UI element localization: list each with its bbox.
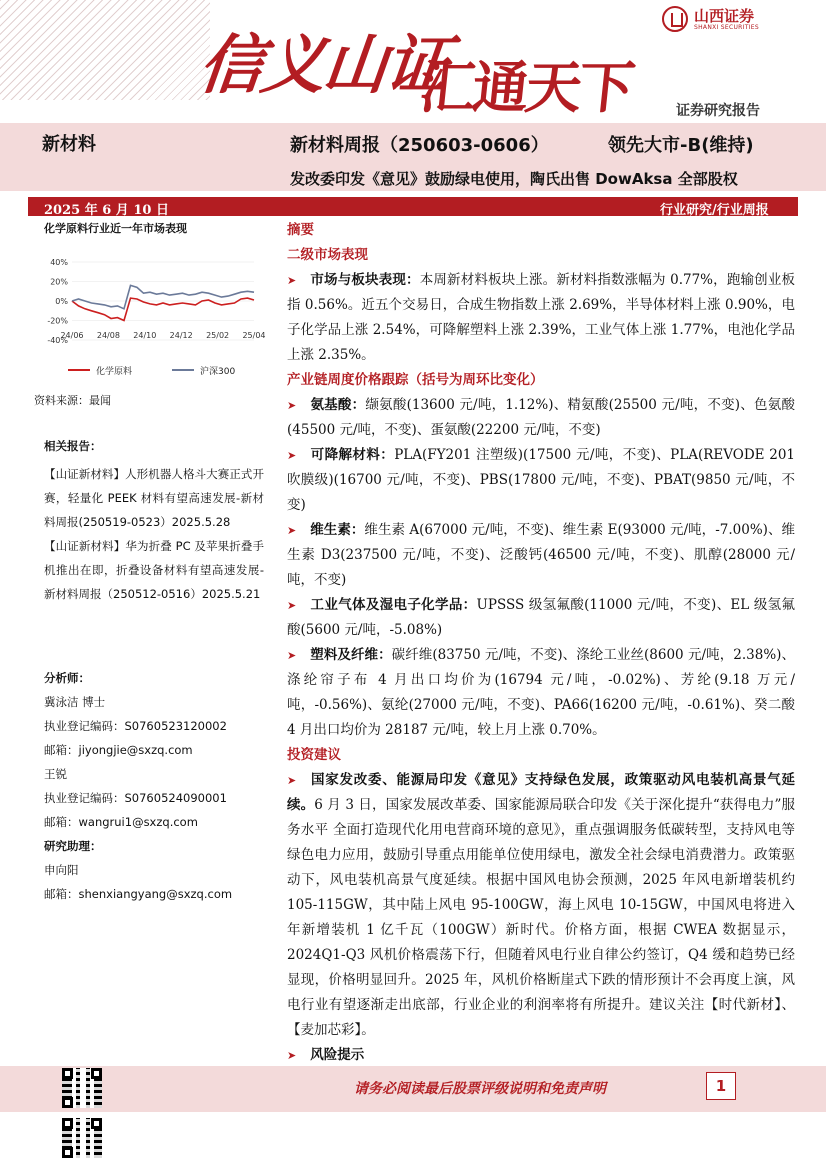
- related-heading: 相关报告：: [44, 439, 102, 453]
- y-tick-label: 20%: [50, 277, 68, 287]
- brand-mark-icon: [662, 6, 688, 32]
- x-tick-label: 24/06: [60, 331, 84, 340]
- chart-source: 资料来源：最闻: [34, 394, 111, 407]
- qr-code-icon: [62, 1068, 102, 1108]
- legend-label: 沪深300: [200, 367, 236, 377]
- x-tick-label: 24/08: [96, 331, 120, 340]
- analysts: [44, 666, 264, 906]
- main-content: [287, 218, 795, 1068]
- invest-label: 国家发改委、能源局印发《意见》支持绿色发展，政策驱动风电装机高景气延续。: [287, 772, 795, 813]
- analyst-reg: 执业登记编码：S0760524090001: [44, 791, 227, 805]
- disclaimer[interactable]: 请务必阅读最后股票评级说明和免责声明: [354, 1081, 606, 1097]
- price-item-text: 维生素 A(67000 元/吨，不变)、维生素 E(93000 元/吨，-7.00%)、维生素 D3(237500 元/吨，不变)、泛酸钙(46500 元/吨，不变)、肌醇(28000 元/吨，不变): [287, 522, 796, 588]
- series-line-1: [72, 285, 254, 308]
- brand-logo: [662, 6, 759, 32]
- analyst-name: 王锐: [44, 767, 67, 781]
- x-tick-label: 25/02: [206, 331, 230, 340]
- y-tick-label: 40%: [50, 258, 68, 267]
- chart-heading: 化学原料行业近一年市场表现: [44, 222, 187, 235]
- price-item-label: 可降解材料：: [310, 447, 395, 463]
- report-type: 证券研究报告: [676, 103, 760, 119]
- risk-label: 风险提示: [310, 1047, 365, 1063]
- y-tick-label: 0%: [55, 297, 68, 306]
- y-tick-label: -20%: [47, 316, 68, 326]
- arrow-bullet-icon: ➤: [287, 599, 297, 612]
- qr-code-icon: [62, 1118, 102, 1158]
- report-date: 2025 年 6 月 10 日: [44, 203, 169, 218]
- arrow-bullet-icon: ➤: [287, 1049, 297, 1062]
- price-item: [287, 518, 795, 593]
- assistant-heading: 研究助理：: [44, 839, 102, 853]
- market-heading: 二级市场表现: [287, 247, 368, 263]
- price-item-text: PLA(FY201 注塑级)(17500 元/吨，不变)、PLA(REVODE 201 吹膜级)(16700 元/吨，不变)、PBS(17800 元/吨，不变)、PBAT(9850 元/吨，不变): [287, 447, 796, 513]
- sector-label: 新材料: [42, 134, 96, 155]
- price-item: [287, 593, 795, 643]
- legend-label: 化学原料: [96, 367, 133, 377]
- related-report-1[interactable]: 【山证新材料】人形机器人格斗大赛正式开赛，轻量化 PEEK 材料有望高速发展-新材料周报(250519-0523）2025.5.28: [44, 467, 264, 529]
- brand-name-cn: 山西证券: [694, 6, 755, 25]
- related-report-2[interactable]: 【山证新材料】华为折叠 PC 及苹果折叠手机推出在即，折叠设备材料有望高速发展-新材料周报（250512-0516）2025.5.21: [44, 539, 264, 601]
- arrow-bullet-icon: ➤: [287, 399, 297, 412]
- price-item-text: UPSSS 级氢氟酸(11000 元/吨，不变)、EL 级氢氟酸(5600 元/吨，-5.08%): [287, 597, 796, 638]
- arrow-bullet-icon: ➤: [287, 274, 297, 287]
- related-reports: [44, 434, 264, 606]
- brand-name-en: SHANXI SECURITIES: [694, 23, 759, 31]
- analyst-heading: 分析师：: [44, 671, 90, 685]
- market-label: 市场与板块表现：: [310, 272, 420, 288]
- risk-paragraph: [287, 1043, 795, 1068]
- arrow-bullet-icon: ➤: [287, 524, 297, 537]
- summary-heading: 摘要: [287, 222, 314, 238]
- y-tick-label: -40%: [47, 336, 68, 345]
- decorative-stripes: [0, 0, 210, 100]
- slogan-right: 汇通天下: [416, 56, 635, 121]
- price-item-label: 氨基酸：: [310, 397, 366, 413]
- invest-paragraph: [287, 768, 795, 1043]
- report-title: 新材料周报（250603-0606）: [290, 135, 549, 156]
- price-item-text: 缬氨酸(13600 元/吨，1.12%)、精氨酸(25500 元/吨，不变)、色氨酸(45500 元/吨，不变)、蛋氨酸(22200 元/吨，不变): [287, 397, 796, 438]
- rating-label: 领先大市-B(维持): [608, 135, 754, 156]
- invest-heading: 投资建议: [287, 747, 341, 763]
- arrow-bullet-icon: ➤: [287, 449, 297, 462]
- report-category: 行业研究/行业周报: [660, 203, 769, 218]
- report-subtitle: 发改委印发《意见》鼓励绿电使用，陶氏出售 DowAksa 全部股权: [290, 170, 738, 188]
- price-item-text: 碳纤维(83750 元/吨，不变)、涤纶工业丝(8600 元/吨，2.38%)、涤纶帘子布 4 月出口均价为(16794 元/吨，-0.02%)、芳纶(9.18 万元/吨，-0.56%)、氨纶(27000 元/吨，不变)、PA66(16200 元/吨，-0.61%)、癸二酸 4 月出口均价为 28187 元/吨，较上月上涨 0.70%。: [287, 647, 796, 738]
- market-chart-svg: [28, 236, 268, 386]
- price-item-label: 工业气体及湿电子化学品：: [310, 597, 477, 613]
- analyst-name: 冀泳洁 博士: [44, 695, 106, 709]
- invest-text: 6 月 3 日，国家发展改革委、国家能源局联合印发《关于深化提升“获得电力”服务水平 全面打造现代化用电营商环境的意见》，重点强调服务低碳转型，支持风电等绿色电力应用，鼓励引导重点用能单位使用绿电，激发全社会绿电消费潜力。政策驱动下，风电装机高景气度延续。根据中国风电协会预测，2025 年风电新增装机约 105-115GW，其中陆上风电 95-100GW，海上风电 10-15GW，中国风电将进入年新增装机 1 亿千瓦（100GW）新时代。价格方面，根据 CWEA 数据显示，2024Q1-Q3 风机价格震荡下行，但随着风电行业自律公约签订，Q4 缓和趋势已经显现，价格明显回升。2025 年，风机价格断崖式下跌的情形预计不会再度上演，风电行业有望逐渐走出底部，行业企业的利润率将有所提升。建议关注【时代新材】、【麦加芯彩】。: [287, 797, 796, 1038]
- page-number: 1: [706, 1072, 736, 1100]
- price-heading: 产业链周度价格跟踪（括号为周环比变化）: [287, 372, 544, 388]
- series-line-0: [72, 298, 254, 320]
- price-item: [287, 643, 795, 743]
- arrow-bullet-icon: ➤: [287, 649, 297, 662]
- x-tick-label: 24/10: [133, 331, 157, 340]
- slogan-left: 信义山证: [195, 29, 452, 103]
- market-chart: [28, 236, 268, 386]
- x-tick-label: 24/12: [169, 331, 193, 340]
- price-item-label: 塑料及纤维：: [310, 647, 392, 663]
- market-paragraph: [287, 268, 795, 368]
- market-text: 本周新材料板块上涨。新材料指数涨幅为 0.77%，跑输创业板指 0.56%。近五个交易日，合成生物指数上涨 2.69%，半导体材料上涨 0.90%，电子化学品上涨 2.54%，可降解塑料上涨 2.39%，工业气体上涨 1.77%，电池化学品上涨 2.35%。: [287, 272, 795, 363]
- analyst-email[interactable]: 邮箱：jiyongjie@sxzq.com: [44, 743, 193, 757]
- assistant-name: 申向阳: [44, 863, 79, 877]
- x-tick-label: 25/04: [242, 331, 266, 340]
- analyst-email[interactable]: 邮箱：wangrui1@sxzq.com: [44, 815, 198, 829]
- price-item-label: 维生素：: [310, 522, 365, 538]
- price-item: [287, 393, 795, 443]
- analyst-reg: 执业登记编码：S0760523120002: [44, 719, 227, 733]
- header-banner: [0, 0, 826, 130]
- price-item: [287, 443, 795, 518]
- arrow-bullet-icon: ➤: [287, 774, 297, 787]
- assistant-email[interactable]: 邮箱：shenxiangyang@sxzq.com: [44, 887, 233, 901]
